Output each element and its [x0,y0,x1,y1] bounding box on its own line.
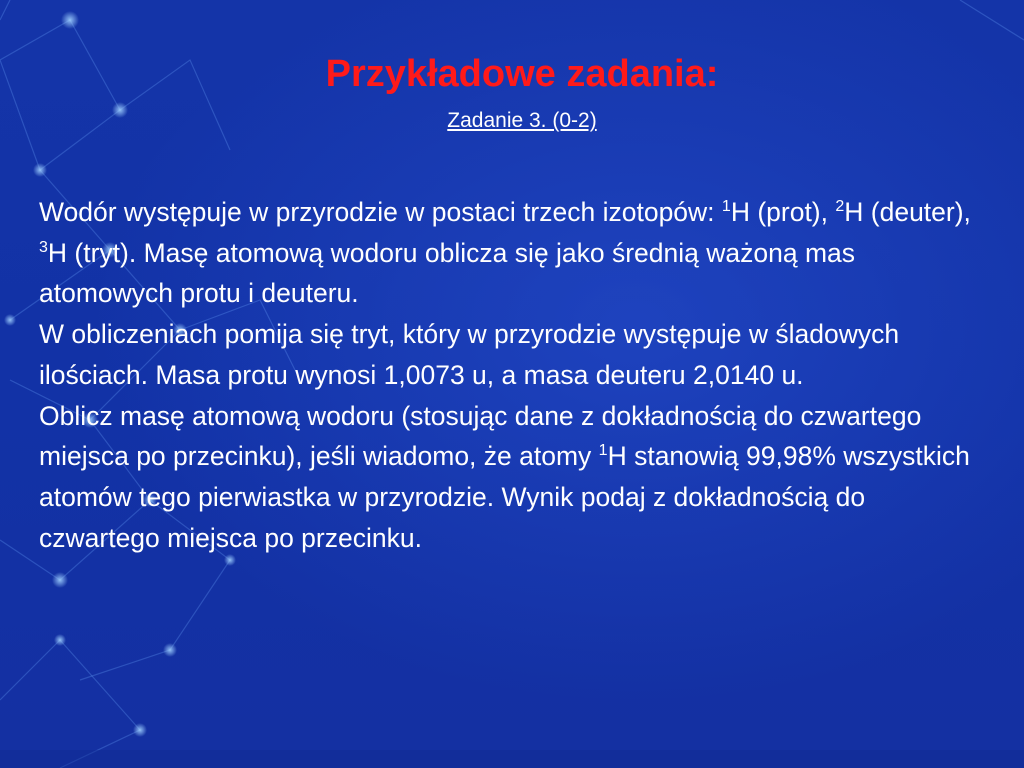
superscript-mass-number: 1 [598,442,608,460]
text-segment: H (tryt). Masę atomową wodoru oblicza się jako średnią ważoną mas atomowych protu i deuteru. [39,237,856,309]
task-body [39,192,979,558]
text-segment: H stanowią 99,98% wszystkich atomów tego pierwiastka w przyrodzie. Wynik podaj z dokładnością do czwartego miejsca po przecinku. [39,441,970,553]
superscript-mass-number: 2 [835,198,845,215]
task-subtitle: Zadanie 3. (0-2) [447,109,597,132]
text-segment: Wodór występuje w przyrodzie w postaci trzech izotopów: [39,197,722,227]
paragraph-instruction [39,396,979,559]
text-segment: H (prot), [730,197,836,227]
superscript-mass-number: 1 [721,198,731,215]
slide-title: Przykładowe zadania: [325,53,719,95]
text-segment: Oblicz masę atomową wodoru (stosując dane z dokładnością do czwartego miejsca po przecinku), jeśli wiadomo, że atomy [39,400,922,472]
paragraph-isotopes [39,192,979,314]
paragraph-masses: W obliczeniach pomija się tryt, który w przyrodzie występuje w śladowych ilościach. Masa protu wynosi 1,0073 u, a masa deuteru 2,0140 u. [39,319,900,390]
text-segment: H (deuter), [844,197,971,227]
superscript-mass-number: 3 [39,238,48,256]
